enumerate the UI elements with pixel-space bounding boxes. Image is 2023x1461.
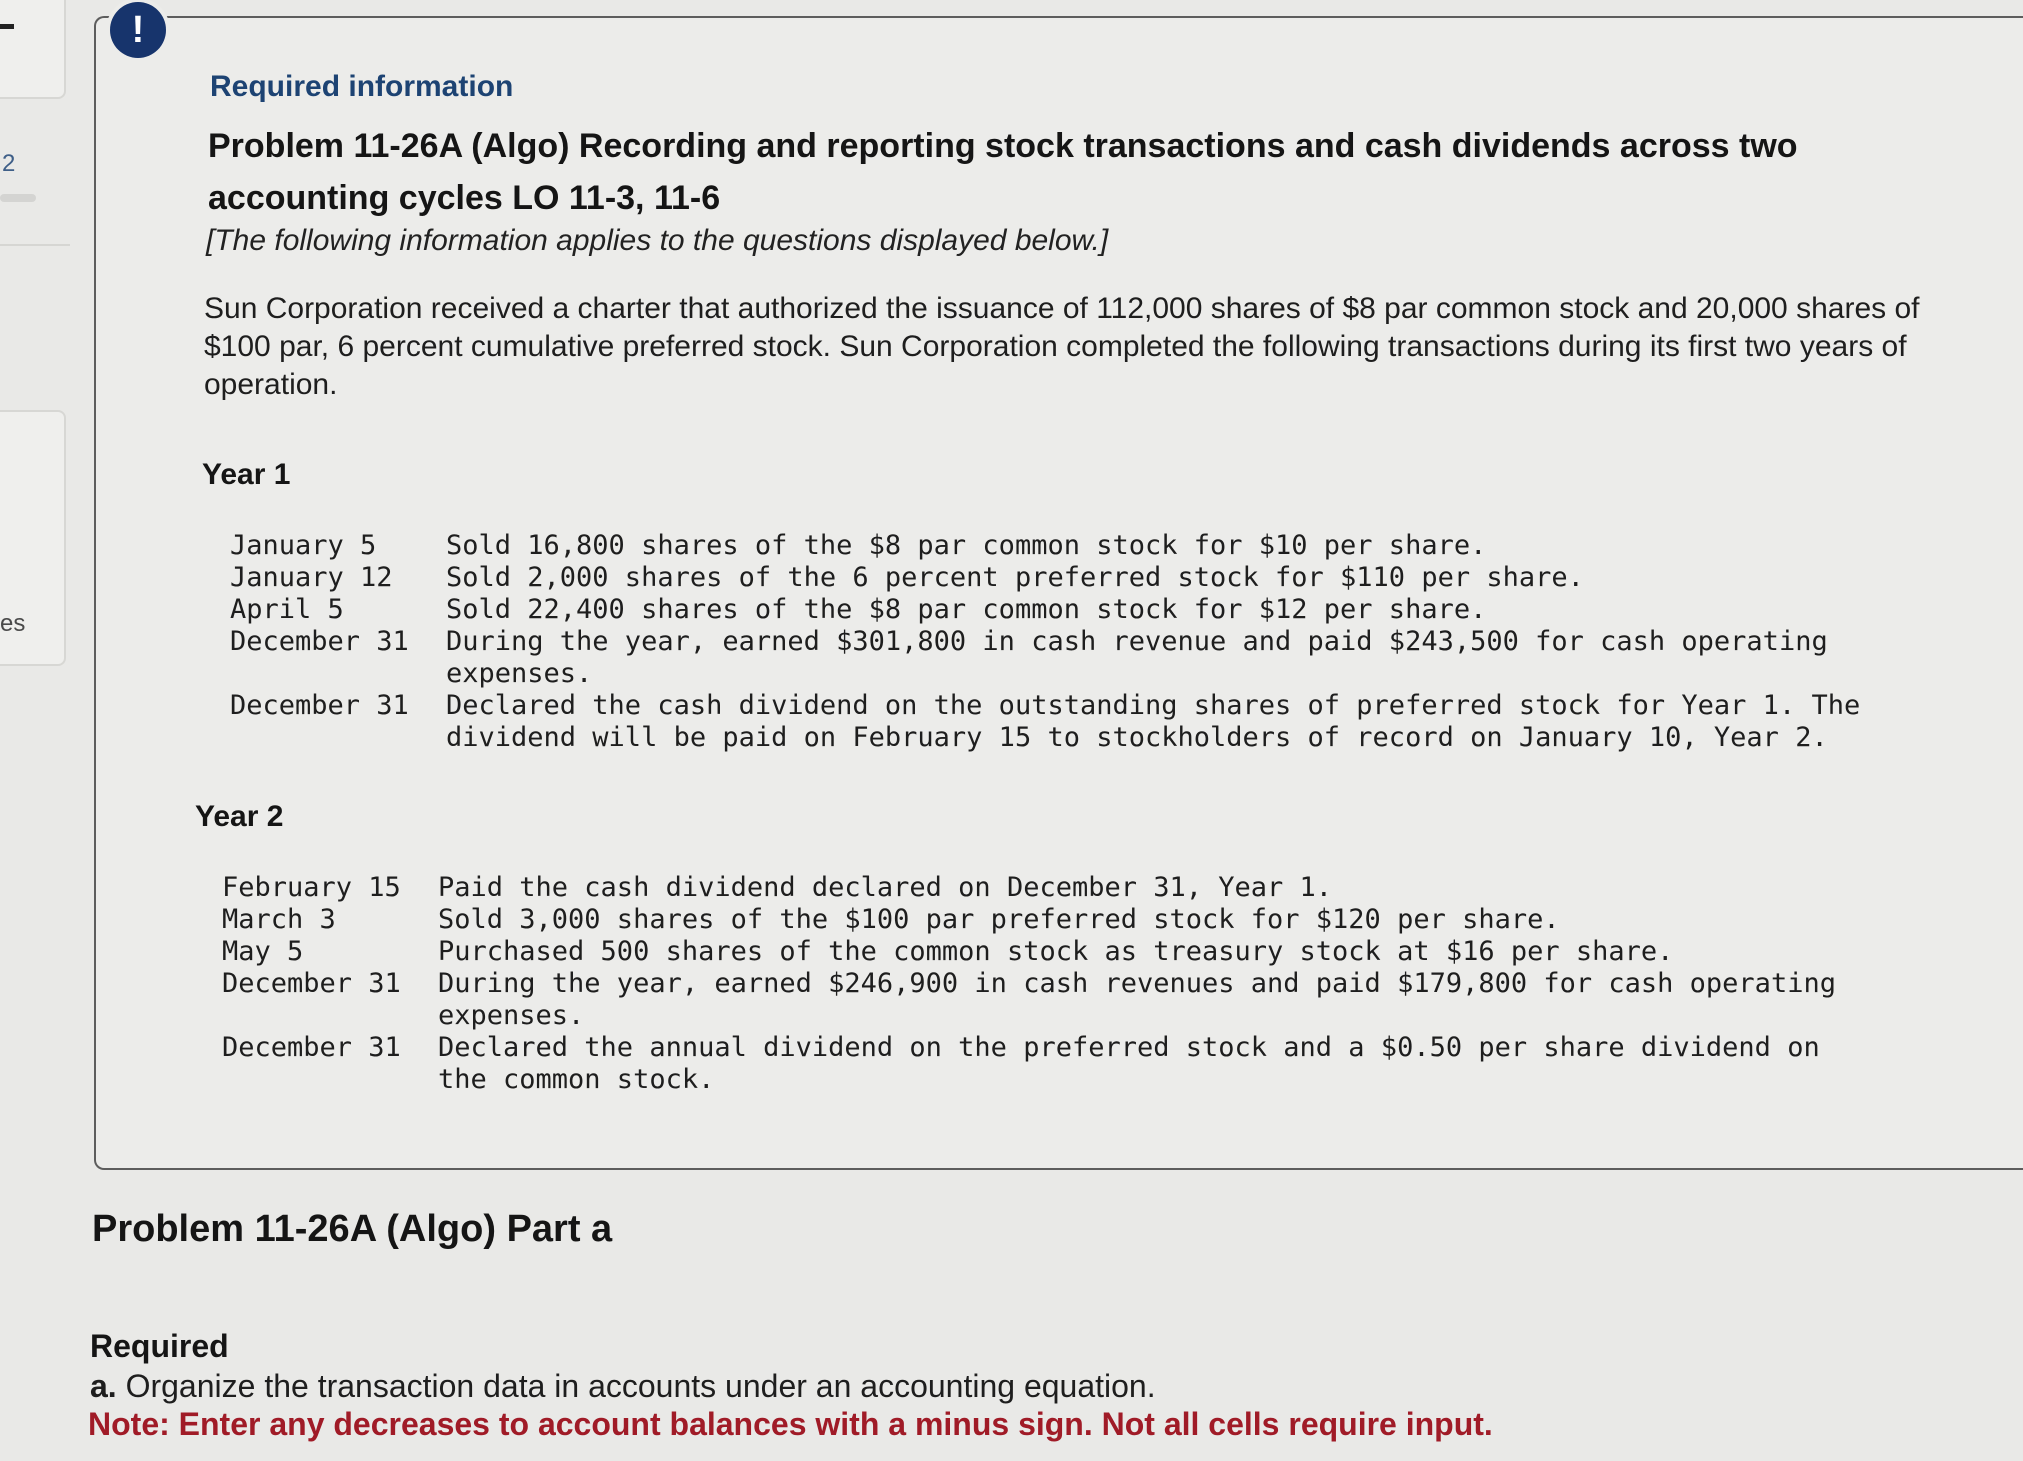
transaction-row [230, 690, 1866, 754]
following-information-note: [The following information applies to the questions displayed below.] [206, 224, 1109, 257]
transaction-row [230, 626, 1866, 690]
sidebar-divider [0, 244, 70, 246]
transaction-date: March 3 [222, 904, 336, 935]
transaction-row [230, 530, 1866, 562]
transaction-date: December 31 [222, 1032, 401, 1063]
transaction-date: May 5 [222, 936, 304, 967]
transaction-description: Paid the cash dividend declared on December 31, Year 1. [438, 872, 1333, 903]
sidebar-progress [0, 194, 36, 202]
sidebar-dash [0, 24, 14, 29]
transaction-row [222, 904, 1858, 936]
transaction-date: December 31 [230, 626, 409, 657]
transaction-description: During the year, earned $246,900 in cash revenues and paid $179,800 for cash operating expenses. [438, 968, 1836, 1031]
required-label: Required [90, 1328, 229, 1364]
transaction-description: Declared the annual dividend on the preferred stock and a $0.50 per share dividend on the common stock. [438, 1032, 1820, 1095]
transaction-description: During the year, earned $301,800 in cash revenue and paid $243,500 for cash operating expenses. [446, 626, 1828, 689]
year2-transactions [222, 872, 1858, 1096]
transaction-row [222, 968, 1858, 1032]
transaction-description: Declared the cash dividend on the outstanding shares of preferred stock for Year 1. The dividend will be paid on February 15 to stockholders of record on January 10, Year 2. [446, 690, 1861, 753]
required-item-text: Organize the transaction data in accounts under an accounting equation. [125, 1368, 1156, 1404]
input-note: Note: Enter any decreases to account balances with a minus sign. Not all cells require input. [88, 1406, 1493, 1442]
sidebar-tab-label[interactable]: es [0, 610, 26, 637]
transaction-date: December 31 [230, 690, 409, 721]
transaction-row [230, 562, 1866, 594]
alert-icon: ! [110, 2, 166, 58]
left-sidebar [0, 0, 72, 1461]
required-item-letter: a. [90, 1368, 117, 1404]
problem-intro: Sun Corporation received a charter that authorized the issuance of 112,000 shares of $8 par common stock and 20,000 shares of $100 par, 6 percent cumulative preferred stock. Sun Corporation completed the following transactions during its first two years of operation. [204, 292, 1920, 401]
transaction-date: January 5 [230, 530, 377, 561]
sidebar-tab-top[interactable] [0, 0, 66, 99]
transaction-date: January 12 [230, 562, 393, 593]
year2-heading: Year 2 [195, 800, 284, 833]
problem-title: Problem 11-26A (Algo) Recording and reporting stock transactions and cash dividends across two accounting cycles LO 11-3, 11-6 [208, 127, 1798, 217]
required-information-heading: Required information [210, 70, 514, 103]
transaction-description: Purchased 500 shares of the common stock as treasury stock at $16 per share. [438, 936, 1674, 967]
transaction-description: Sold 2,000 shares of the 6 percent preferred stock for $110 per share. [446, 562, 1584, 593]
transaction-date: April 5 [230, 594, 344, 625]
transaction-date: December 31 [222, 968, 401, 999]
transaction-row [230, 594, 1866, 626]
transaction-date: February 15 [222, 872, 401, 903]
transaction-description: Sold 22,400 shares of the $8 par common stock for $12 per share. [446, 594, 1487, 625]
part-heading: Problem 11-26A (Algo) Part a [92, 1208, 613, 1250]
transaction-description: Sold 3,000 shares of the $100 par preferred stock for $120 per share. [438, 904, 1560, 935]
transaction-row [222, 872, 1858, 904]
transaction-row [222, 936, 1858, 968]
year1-heading: Year 1 [202, 458, 291, 491]
transaction-row [222, 1032, 1858, 1096]
year1-transactions [230, 530, 1866, 754]
required-item-a [90, 1368, 1156, 1405]
transaction-description: Sold 16,800 shares of the $8 par common stock for $10 per share. [446, 530, 1487, 561]
sidebar-question-number[interactable]: 2 [2, 150, 16, 177]
